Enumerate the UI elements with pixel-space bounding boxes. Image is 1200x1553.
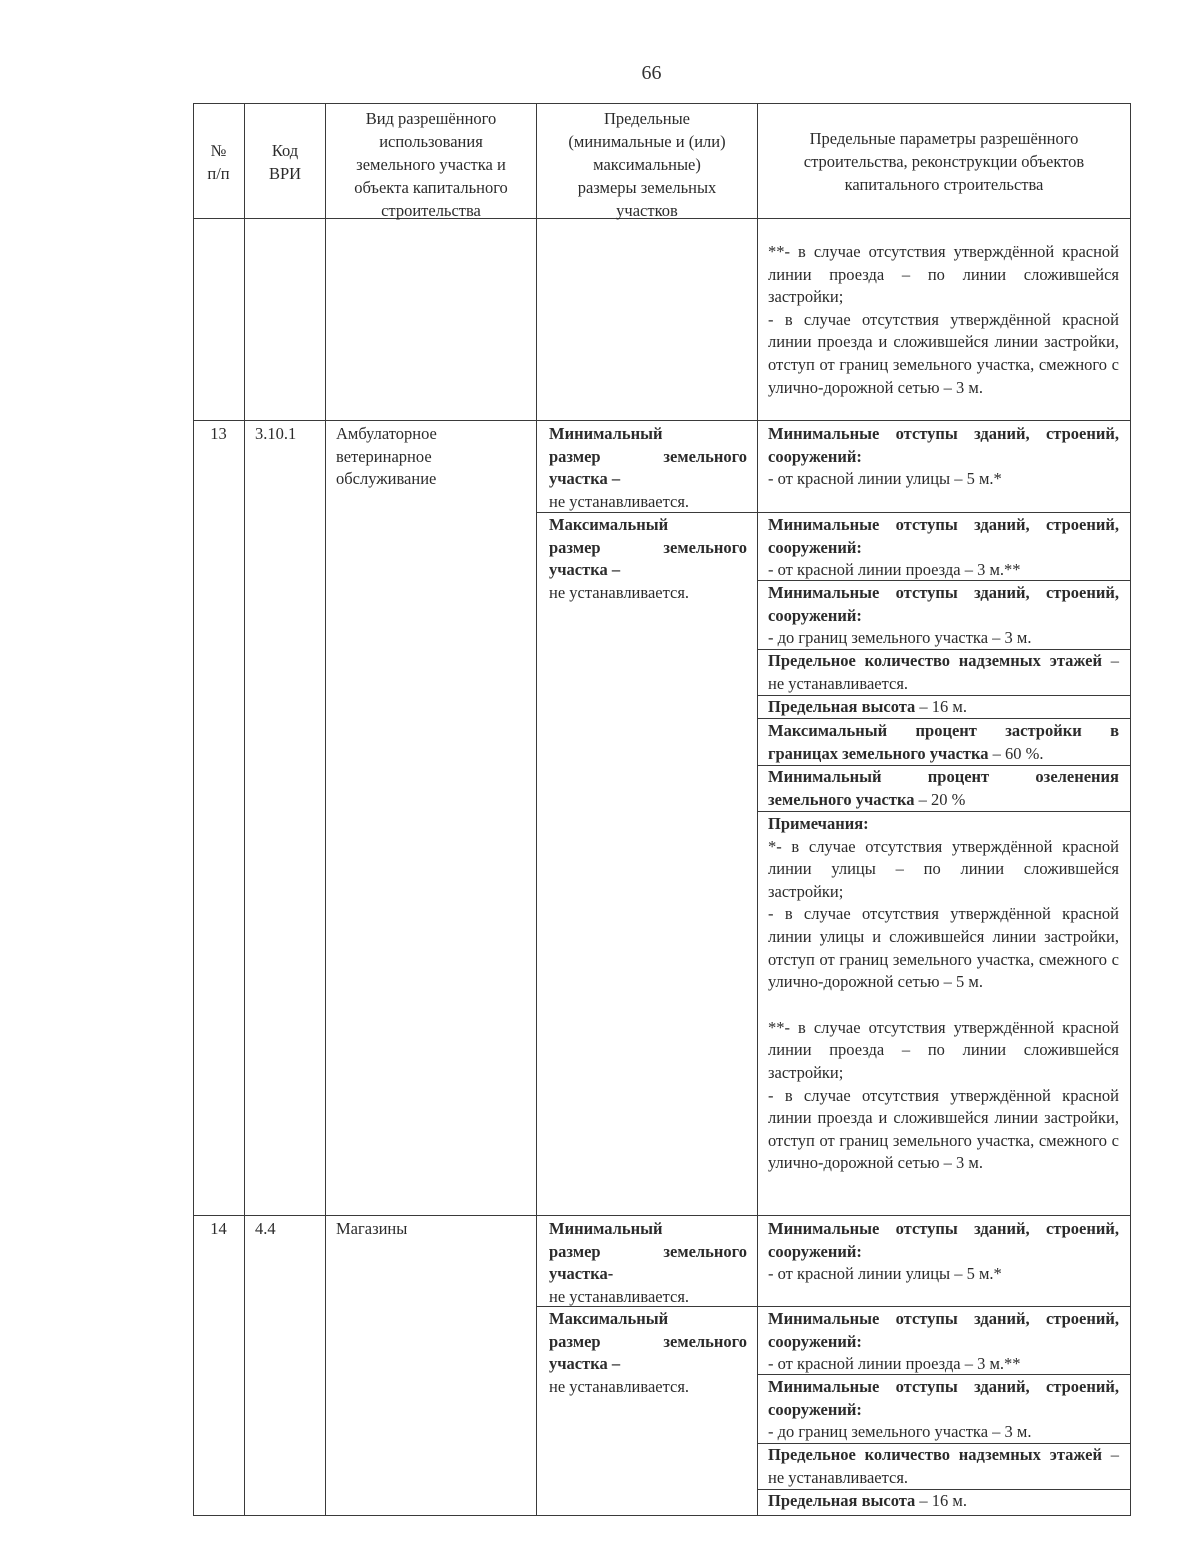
row-14-code: 4.4 (255, 1219, 276, 1238)
row-13-setback-boundary: Минимальные отступы зданий, строений, сооружений: - до границ земельного участка – 3 м. (768, 583, 1119, 648)
row-13-use-name: Амбулаторное ветеринарное обслуживание (336, 424, 437, 489)
row-14-setback-driveway: Минимальные отступы зданий, строений, сооружений: - от красной линии проезда – 3 м.** (768, 1309, 1119, 1374)
table-border-bottom (193, 1515, 1131, 1516)
row-13-min-greenery: Минимальный процент озеленения земельного участка – 20 % (768, 767, 1119, 809)
row-13-height-limit: Предельная высота – 16 м. (768, 697, 967, 716)
column-divider (757, 103, 758, 1516)
row-13-max-coverage: Максимальный процент застройки в границах земельного участка – 60 %. (768, 721, 1119, 763)
regulations-table (193, 103, 1131, 1516)
row-14-setback-street: Минимальные отступы зданий, строений, сооружений: - от красной линии улицы – 5 м.* (768, 1219, 1119, 1284)
table-border-left (193, 103, 194, 1516)
header-plot-sizes: Предельные (минимальные и (или) максимальные) размеры земельных участков (568, 109, 726, 220)
page-number: 66 (641, 62, 662, 84)
row-separator (193, 420, 1131, 421)
table-border-right (1130, 103, 1131, 1516)
row-13-floors-limit: Предельное количество надземных этажей – не устанавливается. (768, 651, 1119, 693)
row-13-setback-street: Минимальные отступы зданий, строений, сооружений: - от красной линии улицы – 5 м.* (768, 424, 1119, 489)
row-14-floors-limit: Предельное количество надземных этажей – не устанавливается. (768, 1445, 1119, 1487)
row-14-num: 14 (210, 1219, 227, 1238)
row-13-setback-driveway: Минимальные отступы зданий, строений, сооружений: - от красной линии проезда – 3 м.** (768, 515, 1119, 580)
continued-notes: **- в случае отсутствия утверждённой красной линии проезда – по линии сложившейся застройки; - в случае отсутствия утверждённой красной линии проезда и сложившейся линии застройки, отступ от границ земельного участка, смежного с улично-дорожной сетью – 3 м. (768, 242, 1119, 397)
header-code: Код ВРИ (268, 141, 302, 183)
row-13-max-size: Максимальный размер земельного участка – не устанавливается. (549, 515, 747, 602)
row-14-setback-boundary: Минимальные отступы зданий, строений, сооружений: - до границ земельного участка – 3 м. (768, 1377, 1119, 1442)
row-14-use-name: Магазины (336, 1219, 408, 1238)
column-divider (536, 103, 537, 1516)
row-13-code: 3.10.1 (255, 424, 297, 443)
row-14-max-size: Максимальный размер земельного участка – не устанавливается. (549, 1309, 747, 1396)
row-14-min-size: Минимальный размер земельного участка- не устанавливается. (549, 1219, 747, 1306)
row-separator (193, 1215, 1131, 1216)
header-use-type: Вид разрешённого использования земельного участка и объекта капитального строительства (354, 109, 508, 220)
row-13-notes: Примечания: *- в случае отсутствия утверждённой красной линии улицы – по линии сложившейся застройки; - в случае отсутствия утверждённой красной линии улицы и сложившейся линии застройки, отступ от границ земельного участка, смежного с улично-дорожной сетью – 5 м. **- в случае отсутствия утверждённой красной линии проезда – по линии сложившейся застройки; - в случае отсутствия утверждённой красной линии проезда и сложившейся линии застройки, отступ от границ земельного участка, смежного с улично-дорожной сетью – 3 м. (768, 814, 1119, 1173)
header-num: № п/п (207, 141, 230, 183)
row-13-min-size: Минимальный размер земельного участка – не устанавливается. (549, 424, 747, 511)
column-divider (244, 103, 245, 1516)
header-build-params: Предельные параметры разрешённого строительства, реконструкции объектов капитального строительства (803, 129, 1085, 194)
row-14-height-limit: Предельная высота – 16 м. (768, 1491, 967, 1510)
column-divider (325, 103, 326, 1516)
table-border-top (193, 103, 1131, 104)
row-13-num: 13 (210, 424, 227, 443)
